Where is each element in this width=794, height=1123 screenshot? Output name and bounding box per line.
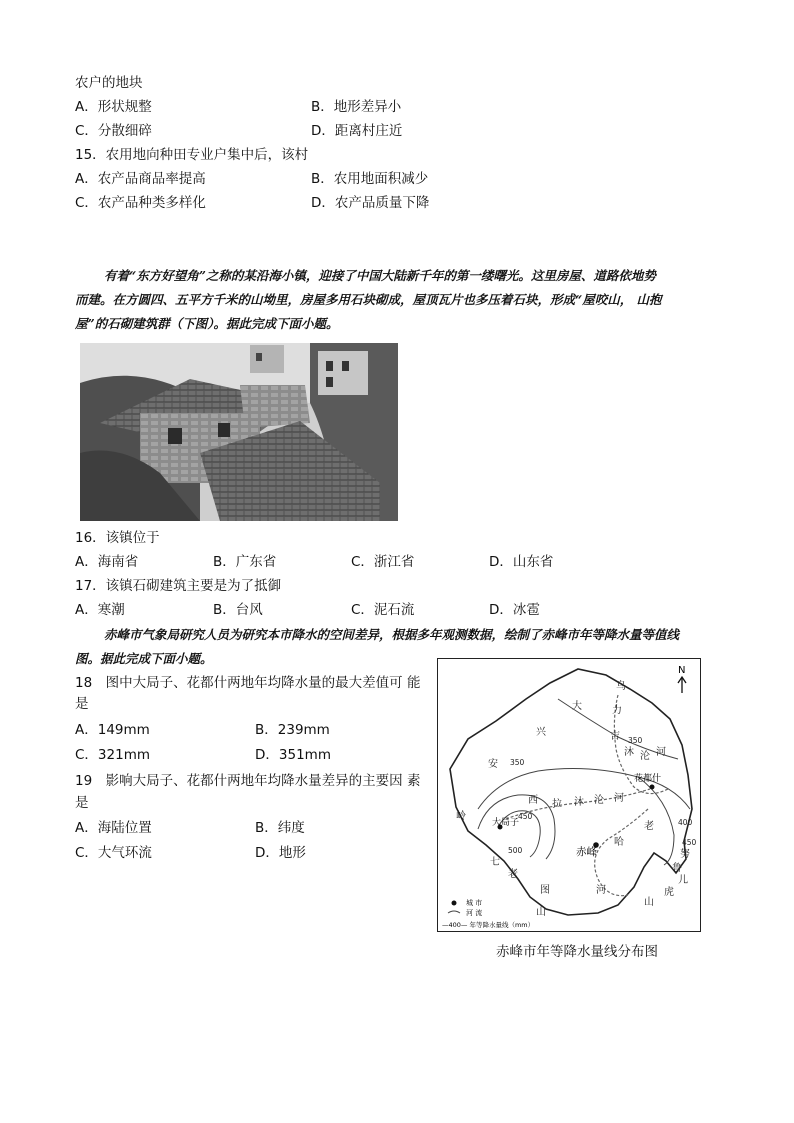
stone-houses-photo: [80, 343, 398, 521]
passage1-line3: 屋”的石砌建筑群（下图）。据此完成下面小题。: [75, 316, 339, 331]
city-boundary: [450, 669, 692, 915]
passage1-line1: 有着“东方好望角”之称的某沿海小镇，迎接了中国大陆新千年的第一缕曙光。这里房屋、道路依地势: [104, 268, 656, 283]
q14-option-a: A．形状规整: [75, 99, 152, 115]
q17-option-a: A．寒潮: [75, 602, 125, 618]
label-tu: 图: [540, 885, 550, 896]
isoline-label-350a: 350: [510, 758, 525, 767]
label-qi: 七: [490, 857, 500, 868]
q16-option-a: A．海南省: [75, 554, 139, 570]
isohyet-map-svg: [438, 659, 700, 931]
q16-option-d: D．山东省: [489, 554, 554, 570]
label-shan2: 山: [644, 897, 654, 908]
label-shan: 山: [536, 907, 546, 918]
q14-option-d: D．距离村庄近: [311, 123, 403, 139]
q18-option-b: B．239mm: [255, 722, 330, 738]
q15-option-b: B．农用地面积减少: [311, 171, 429, 187]
label-ling: 岭: [456, 811, 466, 822]
label-wu: 乌: [616, 681, 626, 692]
label-mu: 沐: [624, 747, 634, 758]
label-he: 河: [656, 747, 666, 758]
q15-option-d: D．农产品质量下降: [311, 195, 430, 211]
q18-stem-line1: 18 图中大局子、花都什两地年均降水量的最大差值可 能: [75, 675, 421, 691]
passage1-line2: 而建。在方圆四、五平方千米的山坳里，房屋多用石块砌成，屋顶瓦片也多压着石块，形成“屋咬山， 山抱: [75, 292, 662, 307]
label-lao2: 老: [508, 869, 518, 880]
label-la: 拉: [552, 799, 562, 810]
q16-stem: 16．该镇位于: [75, 530, 160, 546]
label-he2: 河: [614, 793, 624, 804]
legend-isoline: —400— 年等降水量线（mm）: [442, 921, 535, 929]
q19-option-a: A．海陆位置: [75, 820, 152, 836]
q17-stem: 17．该镇石砌建筑主要是为了抵御: [75, 578, 282, 594]
q19-stem-line2: 是: [75, 795, 89, 811]
label-lun2: 沦: [594, 795, 604, 806]
legend-city: 城 市: [466, 899, 483, 907]
label-lun: 沦: [640, 751, 650, 762]
q14-stem: 农户的地块: [75, 75, 143, 91]
label-an: 安: [488, 759, 498, 770]
q19-stem-line1: 19 影响大局子、花都什两地年均降水量差异的主要因 素: [75, 773, 421, 789]
q18-stem-line2: 是: [75, 696, 89, 712]
q18-option-a: A．149mm: [75, 722, 150, 738]
north-label: N: [678, 665, 686, 676]
label-nu: 努: [680, 849, 690, 860]
label-lao: 老: [644, 821, 654, 832]
q18-option-c: C．321mm: [75, 747, 150, 763]
passage2-line2: 图。据此完成下面小题。: [75, 651, 213, 666]
map-caption: 赤峰市年等降水量线分布图: [496, 944, 658, 960]
label-li: 力: [612, 705, 622, 716]
q19-option-b: B．纬度: [255, 820, 305, 836]
q14-option-c: C．分散细碎: [75, 123, 152, 139]
label-ha: 哈: [614, 837, 624, 848]
q15-option-c: C．农产品种类多样化: [75, 195, 206, 211]
city-label-chifeng: 赤峰: [576, 846, 597, 858]
q19-option-d: D．地形: [255, 845, 306, 861]
isoline-label-500: 500: [508, 846, 523, 855]
city-label-huadushi: 花都什: [634, 774, 662, 784]
label-he3: 河: [596, 885, 606, 896]
label-er: 儿: [678, 875, 688, 886]
stone-houses-illustration: [80, 343, 398, 521]
q14-option-b: B．地形差异小: [311, 99, 402, 115]
label-lu: 鲁: [672, 863, 682, 874]
q16-option-b: B．广东省: [213, 554, 277, 570]
label-ji: 吉: [610, 731, 620, 742]
isoline-label-350b: 350: [628, 736, 643, 745]
river-laohahe: [595, 809, 648, 896]
label-xing: 兴: [536, 727, 546, 738]
q17-option-b: B．台风: [213, 602, 263, 618]
q19-option-c: C．大气环流: [75, 845, 152, 861]
q15-stem: 15．农用地向种田专业户集中后，该村: [75, 147, 309, 163]
isoline-label-450b: 450: [518, 812, 533, 821]
q17-option-c: C．泥石流: [351, 602, 415, 618]
legend-river-icon: [448, 911, 460, 913]
q17-option-d: D．冰雹: [489, 602, 540, 618]
city-dot-huadushi: [650, 785, 655, 790]
legend-city-icon: [452, 901, 457, 906]
isoline-label-450a: 450: [682, 838, 697, 847]
q16-option-c: C．浙江省: [351, 554, 415, 570]
q18-option-d: D．351mm: [255, 747, 331, 763]
chifeng-precipitation-map: [437, 658, 701, 932]
label-da: 大: [572, 701, 582, 712]
legend-river: 河 流: [466, 909, 483, 917]
north-arrow-icon: [678, 677, 686, 693]
label-xi: 西: [528, 795, 538, 806]
city-label-dajuzi: 大局子: [492, 818, 520, 828]
q15-option-a: A．农产品商品率提高: [75, 171, 206, 187]
isoline-label-400: 400: [678, 818, 693, 827]
label-hu: 虎: [664, 887, 674, 898]
passage2-line1: 赤峰市气象局研究人员为研究本市降水的空间差异，根据多年观测数据，绘制了赤峰市年等降水量等值线: [104, 627, 680, 642]
label-mu2: 沐: [574, 797, 584, 808]
